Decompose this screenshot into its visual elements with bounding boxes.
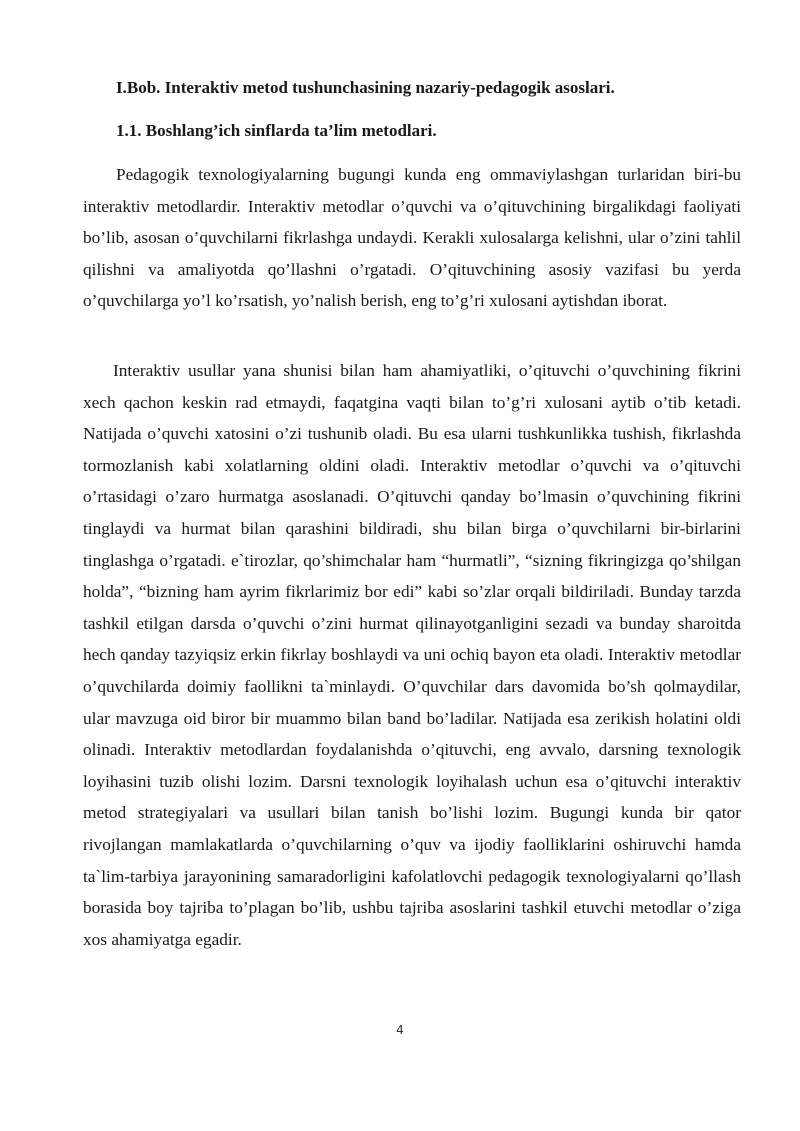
section-title: 1.1. Boshlang’ich sinflarda ta’lim metodlari. — [116, 121, 437, 140]
paragraph-2: Interaktiv usullar yana shunisi bilan ham ahamiyatliki, o’qituvchi o’quvchining fikrini xech qachon keskin rad etmaydi, faqatgina vaqti bilan to’g’ri xulosani aytib o’tib ketadi. Natijada o’quvchi xatosini o’zi tushunib oladi. Bu esa ularni tushkunlikka tushish, fikrlashda tormozlanish kabi xolatlarning oldini oladi. Interaktiv metodlar o’quvchi va o’qituvchi o’rtasidagi o’zaro hurmatga asoslanadi. O’qituvchi qanday bo’lmasin o’quvchining fikrini tinglaydi va hurmat bilan qarashini bildiradi, shu bilan birga o’quvchilarni bir-birlarini tinglashga o’rgatadi. e`tirozlar, qo’shimchalar ham “hurmatli”, “sizning fikringizga qo’shilgan holda”, “bizning ham ayrim fikrlarimiz bor edi” kabi so’zlar orqali bildiriladi. Bunday tarzda tashkil etilgan darsda o’quvchi o’zini hurmat qilinayotganligini sezadi va bunday sharoitda hech qanday tazyiqsiz erkin fikrlay boshlaydi va uni ochiq bayon eta oladi. Interaktiv metodlar o’quvchilarda doimiy faollikni ta`minlaydi. O’quvchilar dars davomida bo’sh qolmaydilar, ular mavzuga oid biror bir muammo bilan band bo’ladilar. Natijada esa zerikish holatini oldi olinadi. Interaktiv metodlardan foydalanishda o’qituvchi, eng avvalo, darsning texnologik loyihasini tuzib olishi lozim. Darsni texnologik loyihalash uchun esa o’qituvchi interaktiv metod strategiyalari va usullari bilan tanish bo’lishi lozim. Bugungi kunda bir qator rivojlangan mamlakatlarda o’quvchilarning o’quv va ijodiy faolliklarini oshiruvchi hamda ta`lim-tarbiya jarayonining samaradorligini kafolatlovchi pedagogik texnologiyalarni qo’llash borasida boy tajriba to’plagan bo’lib, ushbu tajriba asoslarini tashkil etuvchi metodlar o’ziga xos ahamiyatga egadir. — [83, 361, 741, 949]
paragraph-1: Pedagogik texnologiyalarning bugungi kunda eng ommaviylashgan turlaridan biri-bu interaktiv metodlardir. Interaktiv metodlar o’quvchi va o’qituvchining birgalikdagi faoliyati bo’lib, asosan o’quvchilarni fikrlashga undaydi. Kerakli xulosalarga kelishni, ular o’zini tahlil qilishni va amaliyotda qo’llashni o’rgatadi. O’qituvchining asosiy vazifasi bu yerda o’quvchilarga yo’l ko’rsatish, yo’nalish berish, eng to’g’ri xulosani aytishdan iborat. — [83, 165, 741, 311]
page-number: 4 — [396, 1023, 404, 1037]
chapter-title: I.Bob. Interaktiv metod tushunchasining nazariy-pedagogik asoslari. — [116, 78, 615, 97]
